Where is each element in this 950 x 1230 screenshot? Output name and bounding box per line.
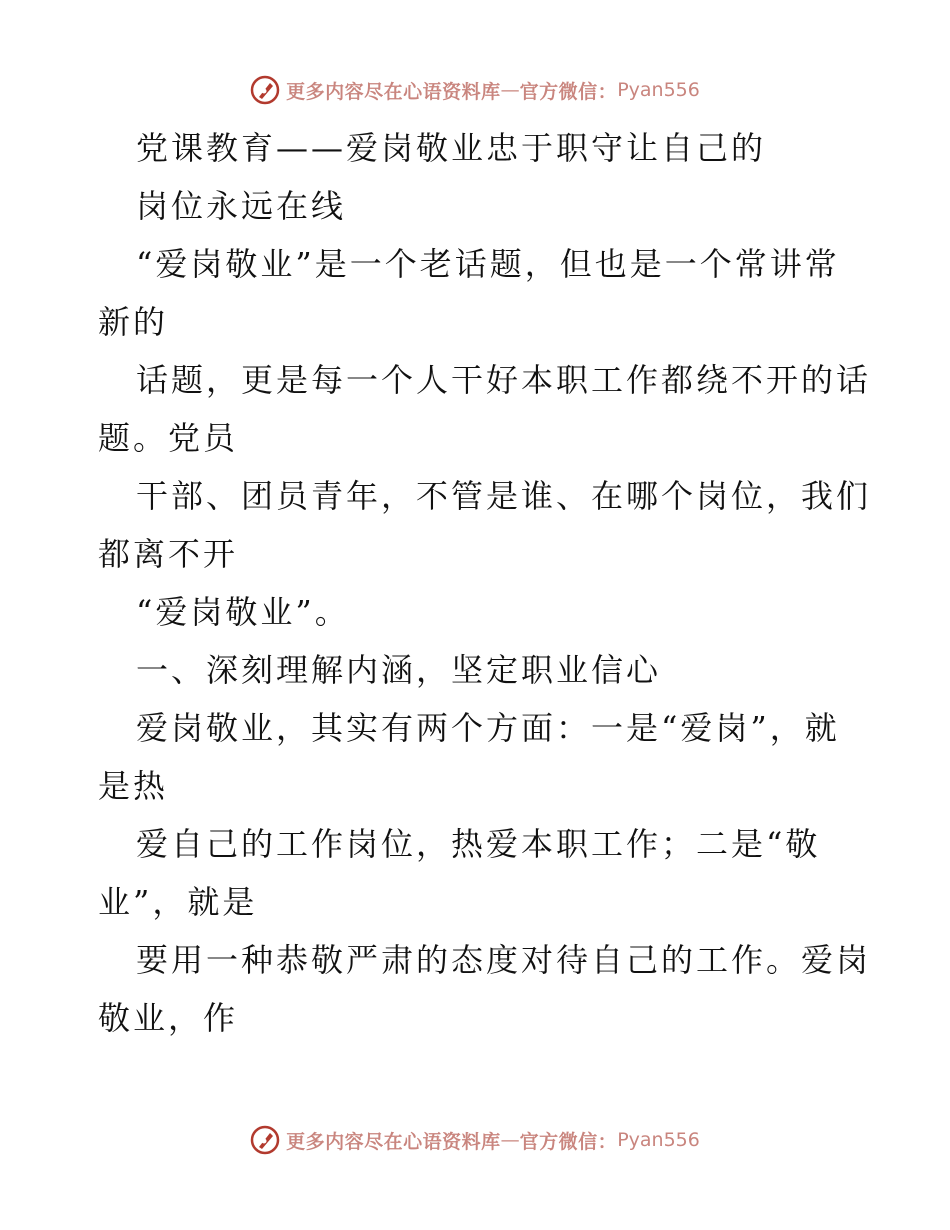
paragraph-line: 爱岗敬业，其实有两个方面：一是“爱岗”，就 [136, 709, 840, 747]
paragraph-line: 干部、团员青年，不管是谁、在哪个岗位，我们 [136, 477, 872, 515]
footer-banner-separator: — [500, 1129, 520, 1151]
document-title-line-1: 党课教育——爱岗敬业忠于职守让自己的 [136, 129, 767, 167]
footer-banner-text: 更多内容尽在心语资料库 [286, 1130, 501, 1153]
footer-wechat-id: Pyan556 [617, 1129, 700, 1151]
section-heading: 一、深刻理解内涵，坚定职业信心 [136, 651, 662, 689]
header-wechat-label: 官方微信： [519, 80, 618, 103]
paragraph-line: 都离不开 [98, 535, 239, 573]
footer-wechat-label: 官方微信： [519, 1130, 618, 1153]
pen-logo-icon [250, 1125, 280, 1155]
pen-logo-icon [250, 75, 280, 105]
paragraph-line: “爱岗敬业”。 [136, 593, 350, 631]
header-wechat-id: Pyan556 [617, 79, 700, 101]
paragraph-line: 题。党员 [98, 419, 239, 457]
paragraph-line: 是热 [98, 767, 169, 805]
paragraph-line: 敬业，作 [98, 999, 239, 1037]
paragraph-line: 话题，更是每一个人干好本职工作都绕不开的话 [136, 361, 872, 399]
paragraph-line: 业”，就是 [98, 883, 258, 921]
header-banner-text: 更多内容尽在心语资料库 [286, 80, 501, 103]
paragraph-line: “爱岗敬业”是一个老话题，但也是一个常讲常 [136, 245, 840, 283]
header-banner-separator: — [500, 79, 520, 101]
header-banner [0, 70, 950, 110]
document-title-line-2: 岗位永远在线 [136, 187, 347, 225]
paragraph-line: 爱自己的工作岗位，热爱本职工作；二是“敬 [136, 825, 821, 863]
footer-banner [0, 1120, 950, 1160]
paragraph-line: 要用一种恭敬严肃的态度对待自己的工作。爱岗 [136, 941, 872, 979]
paragraph-line: 新的 [98, 303, 169, 341]
